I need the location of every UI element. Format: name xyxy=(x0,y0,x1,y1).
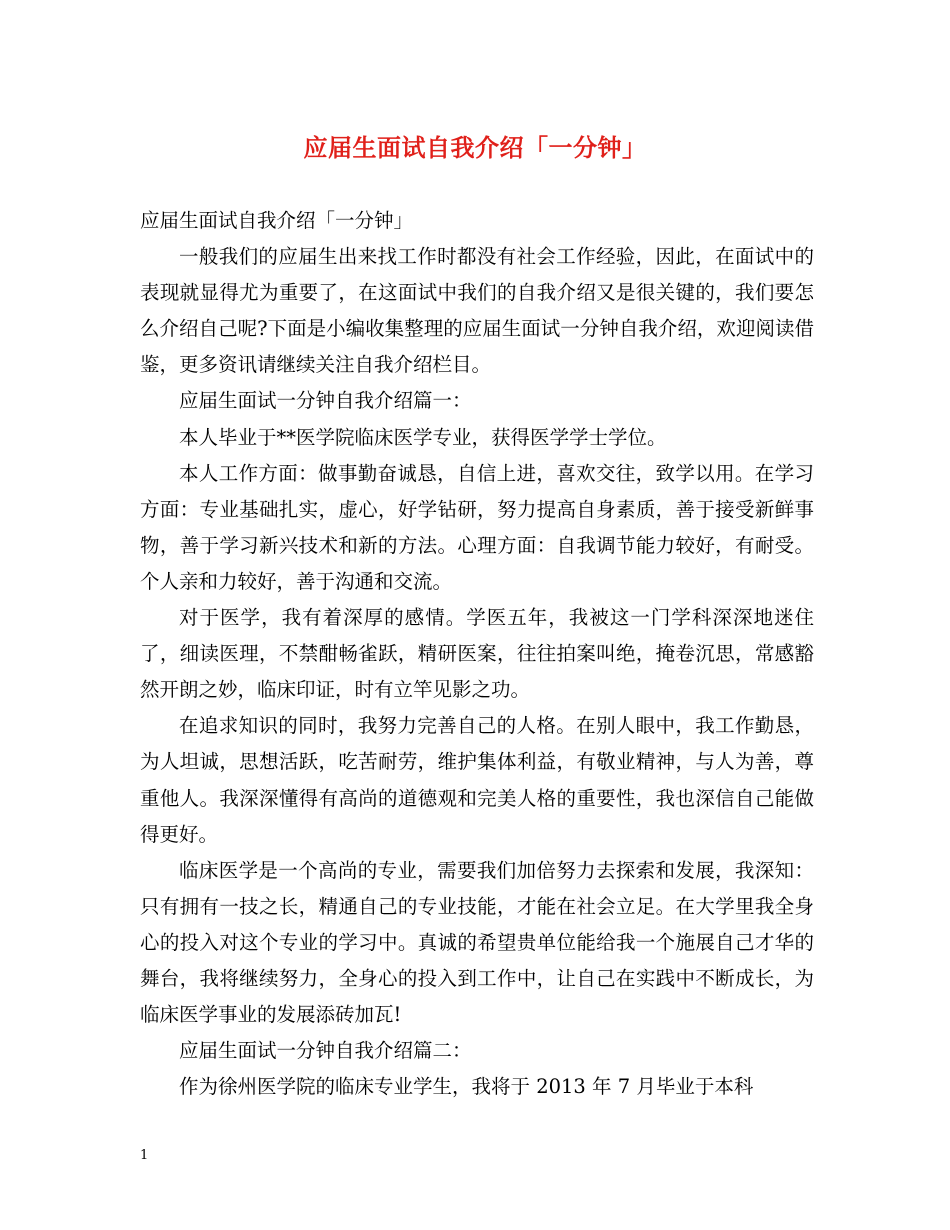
body-paragraph: 对于医学，我有着深厚的感情。学医五年，我被这一门学科深深地迷住了，细读医理，不禁酣畅雀跃，精研医案，往往拍案叫绝，掩卷沉思，常感豁然开朗之妙，临床印证，时有立竿见影之功。 xyxy=(140,606,814,702)
body-paragraph: 本人毕业于**医学院临床医学专业，获得医学学士学位。 xyxy=(179,425,667,449)
body-paragraph: 一般我们的应届生出来找工作时都没有社会工作经验，因此，在面试中的表现就显得尤为重要了，在这面试中我们的自我介绍又是很关键的，我们要怎么介绍自己呢?下面是小编收集整理的应届生面试一分钟自我介绍，欢迎阅读借鉴，更多资讯请继续关注自我介绍栏目。 xyxy=(140,245,814,377)
body-paragraph: 本人工作方面：做事勤奋诚恳，自信上进，喜欢交往，致学以用。在学习方面：专业基础扎实，虚心，好学钻研，努力提高自身素质，善于接受新鲜事物，善于学习新兴技术和新的方法。心理方面：自我调节能力较好，有耐受。个人亲和力较好，善于沟通和交流。 xyxy=(140,461,814,593)
page-number: 1 xyxy=(140,1148,149,1163)
body-paragraph: 临床医学是一个高尚的专业，需要我们加倍努力去探索和发展，我深知：只有拥有一技之长，精通自己的专业技能，才能在社会立足。在大学里我全身心的投入对这个专业的学习中。真诚的希望贵单位能给我一个施展自己才华的舞台，我将继续努力，全身心的投入到工作中，让自己在实践中不断成长，为临床医学事业的发展添砖加瓦! xyxy=(140,858,814,1027)
body-paragraph: 作为徐州医学院的临床专业学生，我将于 2013 年 7 月毕业于本科 xyxy=(179,1075,754,1099)
document-body xyxy=(140,203,814,1105)
body-paragraph: 在追求知识的同时，我努力完善自己的人格。在别人眼中，我工作勤恳，为人坦诚，思想活跃，吃苦耐劳，维护集体利益，有敬业精神，与人为善，尊重他人。我深深懂得有高尚的道德观和完美人格的重要性，我也深信自己能做得更好。 xyxy=(140,714,814,846)
section-heading-part-two: 应届生面试一分钟自我介绍篇二： xyxy=(179,1039,472,1063)
document-title: 应届生面试自我介绍「一分钟」 xyxy=(303,133,647,162)
body-paragraph-heading: 应届生面试自我介绍「一分钟」 xyxy=(140,209,414,232)
section-heading-part-one: 应届生面试一分钟自我介绍篇一： xyxy=(179,389,472,413)
